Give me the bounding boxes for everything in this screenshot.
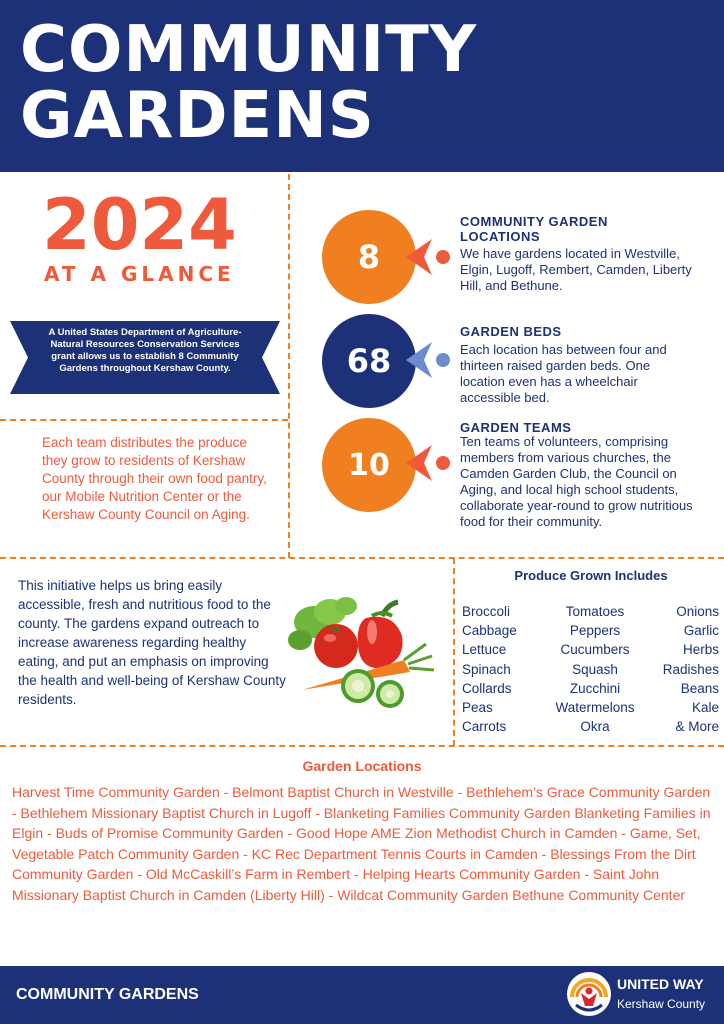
produce-item: Zucchini — [569, 680, 621, 696]
garden-locations-list: Harvest Time Community Garden - Belmont Baptist Church in Westville - Bethlehem’s Grace Community Garden - Bethlehem Missionary Baptist Church in Lugoff - Blanketing Families Community Garden Blanketing Families in Elgin - Buds of Promise Community Garden - Good Hope AME Zion Methodist Church in Camden - Game, Set, Vegetable Patch Community Garden - KC Rec Department Tennis Courts in Camden - Blessings From the Dirt Community Garden - Old McCaskill’s Farm in Rembert - Helping Hearts Community Garden - Saint John Missionary Baptist Church in Camden (Liberty Hill) - Wildcat Community Garden Bethune Community Center — [12, 784, 711, 903]
produce-column-middle — [535, 602, 655, 736]
page-title-line-2: GARDENS — [20, 79, 375, 153]
grant-ribbon-text: A United States Department of Agriculture-Natural Resources Conservation Services grant allows us to establish 8 Community Gardens throughout Kershaw County. — [48, 327, 242, 374]
produce-item: Herbs — [682, 642, 719, 658]
divider-lower — [0, 745, 724, 747]
produce-item: Tomatoes — [565, 604, 625, 619]
org-subtitle: Kershaw County — [617, 997, 706, 1011]
produce-item: Collards — [462, 680, 512, 696]
stat-value-locations: 8 — [357, 238, 381, 276]
garden-locations-title: Garden Locations — [302, 758, 422, 774]
stat-desc-locations: We have gardens located in Westville, Elgin, Lugoff, Rembert, Camden, Liberty Hill, and Bethune. — [460, 246, 692, 293]
stat-circle-teams — [322, 418, 416, 512]
year-heading: 2024 — [42, 184, 237, 266]
produce-item: Broccoli — [462, 604, 511, 619]
footer-title: COMMUNITY GARDENS — [16, 986, 199, 1003]
produce-item: Cucumbers — [560, 642, 630, 658]
footer-banner — [0, 966, 724, 1024]
stat-title-beds: GARDEN BEDS — [460, 324, 562, 339]
stat-circle-beds — [322, 314, 416, 408]
produce-column-left — [462, 602, 517, 736]
produce-item: Kale — [691, 700, 719, 716]
header-banner — [0, 0, 724, 172]
org-name: UNITED WAY — [617, 976, 704, 992]
divider-vertical-lower — [453, 558, 455, 746]
vegetables-illustration — [286, 594, 436, 714]
divider-middle — [0, 557, 724, 559]
produce-item: Watermelons — [555, 700, 635, 716]
arrow-icon — [404, 443, 454, 483]
produce-column-right — [660, 602, 719, 736]
stat-title-teams: GARDEN TEAMS — [460, 420, 572, 435]
stat-title-locations: COMMUNITY GARDEN LOCATIONS — [460, 214, 608, 244]
produce-item: Peas — [462, 700, 493, 716]
grant-ribbon — [10, 321, 280, 394]
arrow-icon — [404, 237, 454, 277]
initiative-paragraph: This initiative helps us bring easily accessible, fresh and nutritious food to the county. The gardens expand outreach to increase awareness regarding healthy eating, and put an emphasis on improving the health and well-being of Kershaw County residents. — [18, 578, 286, 707]
produce-item: & More — [675, 719, 719, 735]
produce-item: Lettuce — [462, 642, 507, 658]
stat-value-teams: 10 — [348, 447, 390, 483]
produce-item: Radishes — [662, 661, 719, 677]
tomato-icon — [314, 624, 358, 668]
stat-circle-locations — [322, 210, 416, 304]
at-a-glance-subtitle: AT A GLANCE — [44, 262, 235, 286]
arrow-icon — [404, 340, 454, 380]
pepper-icon — [358, 602, 403, 668]
produce-item: Beans — [680, 680, 719, 696]
produce-item: Onions — [676, 604, 719, 619]
produce-item: Peppers — [569, 623, 621, 639]
stat-desc-beds: Each location has between four and thirteen raised garden beds. One location even has a wheelchair accessible bed. — [460, 342, 667, 405]
page-title-line-1: COMMUNITY — [20, 13, 478, 87]
produce-item: Squash — [572, 661, 618, 677]
produce-item: Carrots — [462, 719, 507, 735]
produce-item: Spinach — [462, 661, 511, 677]
stat-desc-teams: Ten teams of volunteers, comprising members from various churches, the Camden Garden Club, the Council on Aging, and local high school students, collaborate year-round to grow nutritious food for their community. — [460, 434, 693, 529]
produce-item: Garlic — [683, 623, 719, 639]
united-way-logo-icon — [566, 971, 612, 1017]
divider-vertical-upper — [288, 174, 290, 558]
produce-item: Okra — [580, 719, 610, 735]
divider-left-mid — [0, 419, 288, 421]
produce-item: Cabbage — [462, 623, 517, 639]
team-distribution-note: Each team distributes the produce they grow to residents of Kershaw County through their own food pantry, our Mobile Nutrition Center or the Kershaw County Council on Aging. — [42, 435, 267, 522]
produce-title: Produce Grown Includes — [514, 568, 668, 583]
stat-value-beds: 68 — [346, 342, 392, 380]
